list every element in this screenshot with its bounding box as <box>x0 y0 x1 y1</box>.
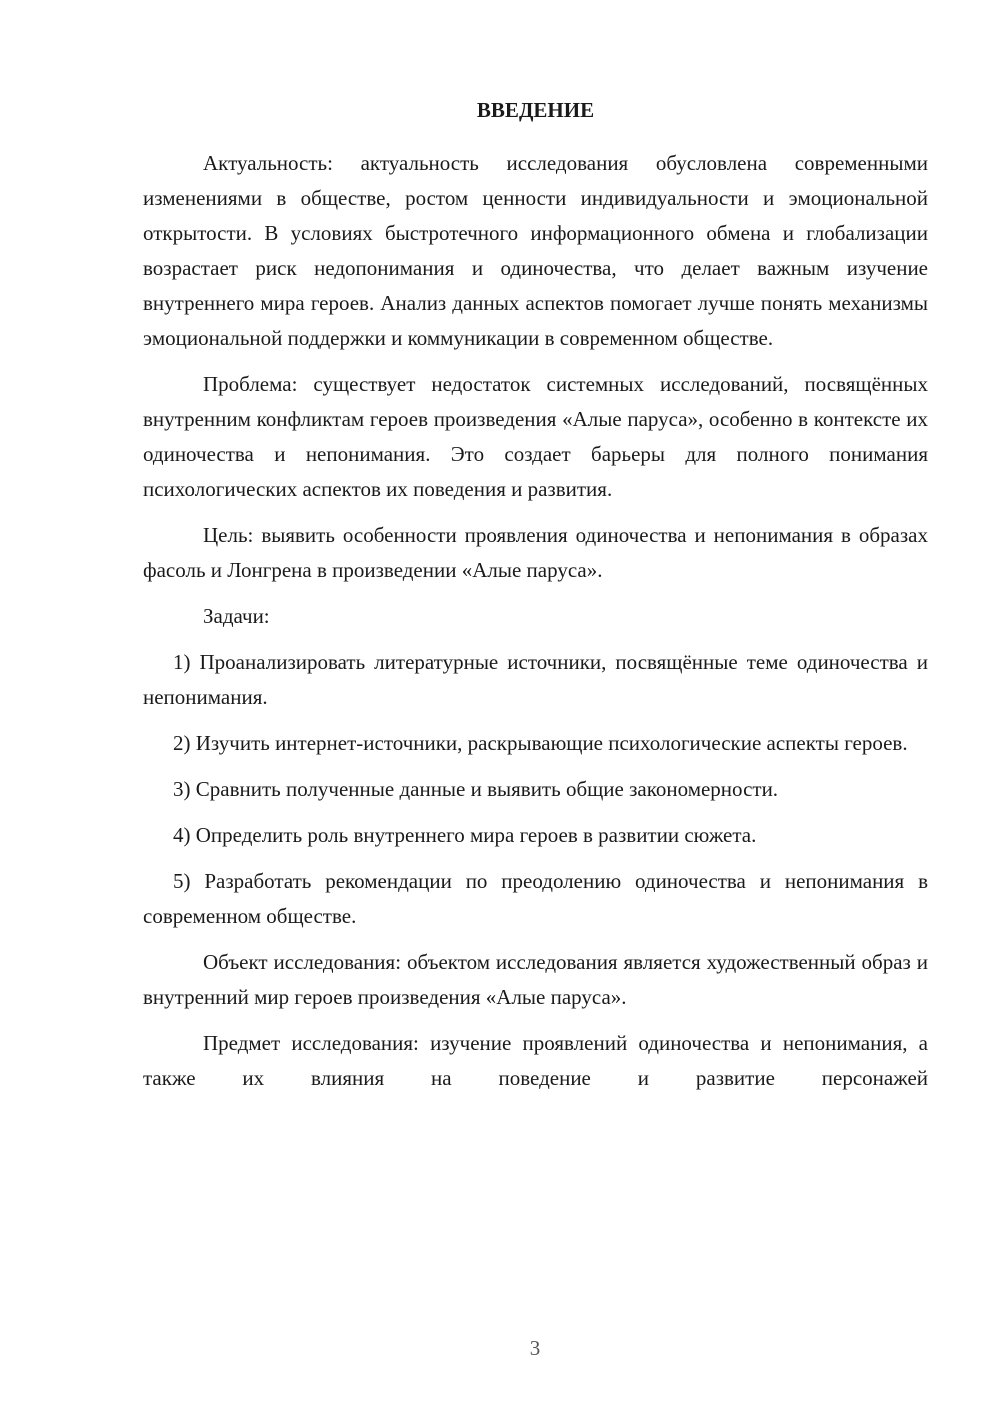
task-item-3: 3) Сравнить полученные данные и выявить общие закономерности. <box>173 777 779 801</box>
paragraph-relevance: Актуальность: актуальность исследования обусловлена современными изменениями в обществе, ростом ценности индивидуальности и эмоциональной открытости. В условиях быстротечного информационного обмена и глобализации возрастает риск недопонимания и одиночества, что делает важным изучение внутреннего мира героев. Анализ данных аспектов помогает лучше понять механизмы эмоциональной поддержки и коммуникации в современном обществе. <box>143 151 928 350</box>
page-number: 3 <box>529 1336 541 1360</box>
task-item-1: 1) Проанализировать литературные источники, посвящённые теме одиночества и непонимания. <box>143 650 928 709</box>
document-page <box>143 96 928 1107</box>
section-title: ВВЕДЕНИЕ <box>476 98 595 122</box>
task-item-2: 2) Изучить интернет-источники, раскрывающие психологические аспекты героев. <box>173 731 908 755</box>
paragraph-object: Объект исследования: объектом исследования является художественный образ и внутренний мир героев произведения «Алые паруса». <box>143 950 928 1009</box>
paragraph-goal: Цель: выявить особенности проявления одиночества и непонимания в образах фасоль и Лонгрена в произведении «Алые паруса». <box>143 523 928 582</box>
task-item-4: 4) Определить роль внутреннего мира героев в развитии сюжета. <box>173 823 757 847</box>
paragraph-tasks-heading: Задачи: <box>203 604 270 628</box>
paragraph-problem: Проблема: существует недостаток системных исследований, посвящённых внутренним конфликтам героев произведения «Алые паруса», особенно в контексте их одиночества и непонимания. Это создает барьеры для полного понимания психологических аспектов их поведения и развития. <box>143 372 928 501</box>
paragraph-subject: Предмет исследования: изучение проявлений одиночества и непонимания, а также их влияния на поведение и развитие персонажей <box>143 1031 928 1090</box>
task-item-5: 5) Разработать рекомендации по преодолению одиночества и непонимания в современном обществе. <box>143 869 928 928</box>
